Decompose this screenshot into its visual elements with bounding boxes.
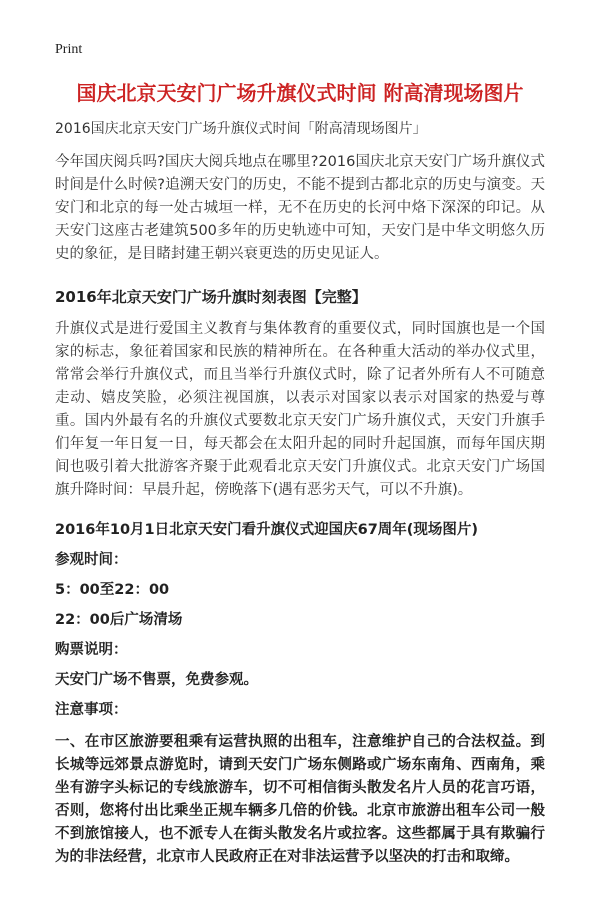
section-heading-flag-schedule: 2016年北京天安门广场升旗时刻表图【完整】 xyxy=(55,288,367,306)
visit-time-label: 参观时间： xyxy=(55,552,128,568)
paragraph-intro: 今年国庆阅兵吗?国庆大阅兵地点在哪里?2016国庆北京天安门广场升旗仪式时间是什么时候?追溯天安门的历史，不能不提到古都北京的历史与演变。天安门和北京的每一处古城垣一样，无不在历史的长河中烙下深深的印记。从天安门这座古老建筑500多年的历史轨迹中可知，天安门是中华文明悠久历史的象征，是目睹封建王朝兴衰更迭的历史见证人。 xyxy=(55,154,545,262)
notice-label: 注意事项： xyxy=(55,702,128,718)
print-link[interactable]: Print xyxy=(55,42,83,57)
ticket-info-note: 天安门广场不售票，免费参观。 xyxy=(55,672,258,688)
article-subtitle: 2016国庆北京天安门广场升旗仪式时间「附高清现场图片」 xyxy=(55,121,427,137)
page-title: 国庆北京天安门广场升旗仪式时间 附高清现场图片 xyxy=(76,81,524,105)
clearance-note: 22：00后广场清场 xyxy=(55,612,183,628)
notice-item-taxi: 一、在市区旅游要租乘有运营执照的出租车，注意维护自己的合法权益。到长城等远郊景点游览时，请到天安门广场东侧路或广场东南角、西南角，乘坐有游字头标记的专线旅游车，切不可相信街头散发名片人员的花言巧语，否则，您将付出比乘坐正规车辆多几倍的价钱。北京市旅游出租车公司一般不到旅馆接人，也不派专人在街头散发名片或拉客。这些都属于具有欺骗行为的非法经营，北京市人民政府正在对非法运营予以坚决的打击和取缔。 xyxy=(55,734,545,865)
ticket-info-label: 购票说明： xyxy=(55,642,128,658)
photo-caption: 2016年10月1日北京天安门看升旗仪式迎国庆67周年(现场图片) xyxy=(55,522,479,538)
visit-time-value: 5：00至22：00 xyxy=(55,582,170,598)
paragraph-ceremony: 升旗仪式是进行爱国主义教育与集体教育的重要仪式，同时国旗也是一个国家的标志，象征着国家和民族的精神所在。在各种重大活动的举办仪式里，常常会举行升旗仪式，而且当举行升旗仪式时，除了记者外所有人不可随意走动、嬉皮笑脸，必须注视国旗，以表示对国家以表示对国家的热爱与尊重。国内外最有名的升旗仪式要数北京天安门广场升旗仪式，天安门升旗手们年复一年日复一日，每天都会在太阳升起的同时升起国旗，而每年国庆期间也吸引着大批游客齐聚于此观看北京天安门升旗仪式。北京天安门广场国旗升降时间：早晨升起，傍晚落下(遇有恶劣天气，可以不升旗)。 xyxy=(55,321,545,498)
